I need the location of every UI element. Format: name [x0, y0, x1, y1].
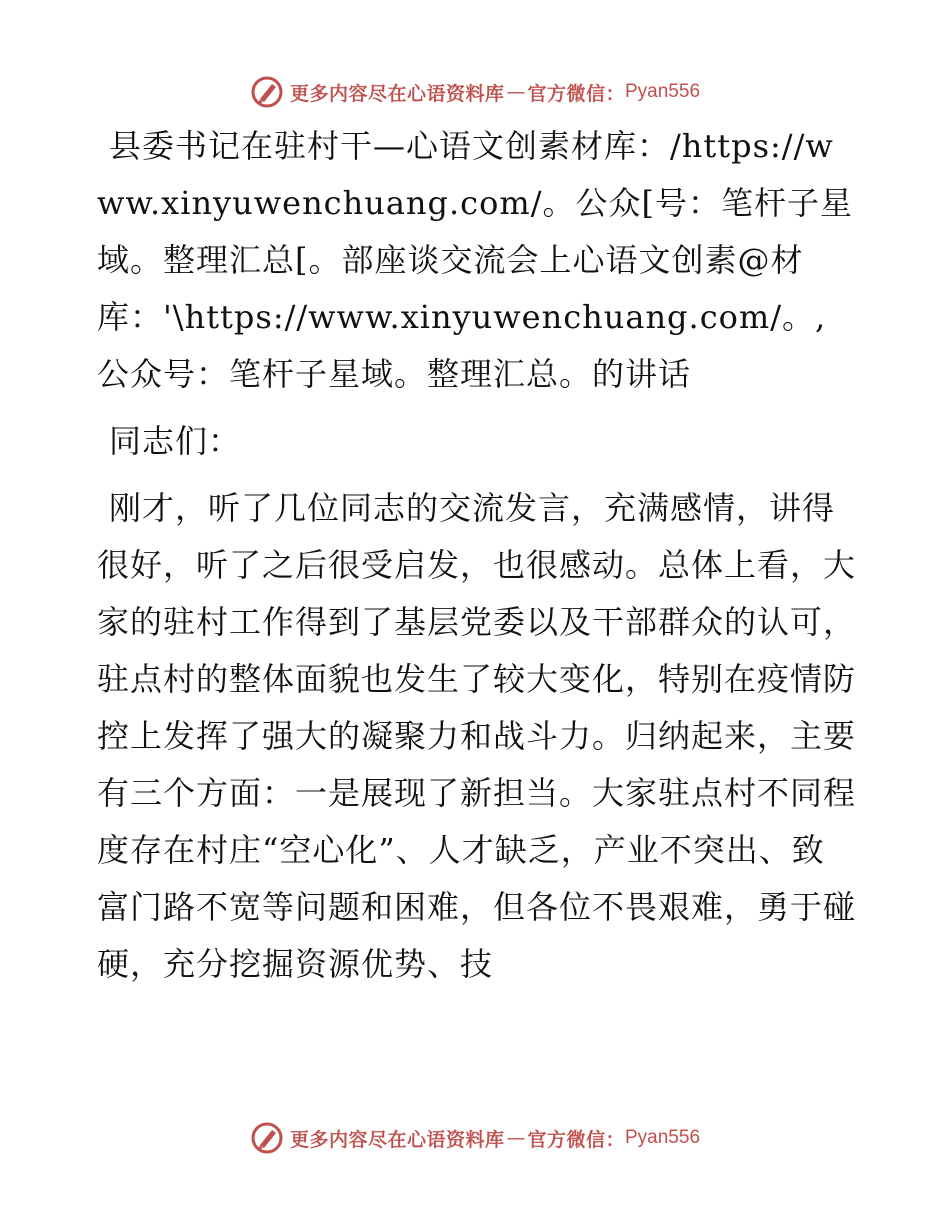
pen-logo-icon — [250, 1121, 284, 1155]
watermark-label: 官方微信： — [527, 1128, 625, 1151]
body-paragraph: 刚才，听了几位同志的交流发言，充满感情，讲得很好，听了之后很受启发，也很感动。总体上看，大家的驻村工作得到了基层党委以及干部群众的认可，驻点村的整体面貌也发生了较大变化，特别在疫情防控上发挥了强大的凝聚力和战斗力。归纳起来，主要有三个方面：一是展现了新担当。大家驻点村不同程度存在村庄“空心化”、人才缺乏，产业不突出、致富门路不宽等问题和困难，但各位不畏艰难，勇于碰硬，充分挖掘资源优势、技 — [97, 489, 857, 983]
watermark-dash: — — [506, 81, 526, 103]
document-title: 县委书记在驻村干—心语文创素材库：/https://www.xinyuwenchuang.com/。公众[号：笔杆子星域。整理汇总[。部座谈交流会上心语文创素@材库：'\https://www.xinyuwenchuang.com/。,公众号：笔杆子星域。整理汇总。的讲话 — [97, 127, 853, 393]
watermark-id: Pyan556 — [625, 81, 701, 102]
watermark-text: 更多内容尽在心语资料库 — [289, 1128, 505, 1151]
watermark-label: 官方微信： — [527, 82, 625, 105]
watermark-id: Pyan556 — [625, 1127, 701, 1148]
document-content — [97, 118, 857, 1003]
pen-logo-icon — [250, 75, 284, 109]
watermark-dash: — — [506, 1127, 526, 1149]
header-watermark — [0, 72, 950, 112]
footer-watermark — [0, 1118, 950, 1158]
salutation: 同志们： — [109, 422, 242, 460]
watermark-text: 更多内容尽在心语资料库 — [289, 82, 505, 105]
